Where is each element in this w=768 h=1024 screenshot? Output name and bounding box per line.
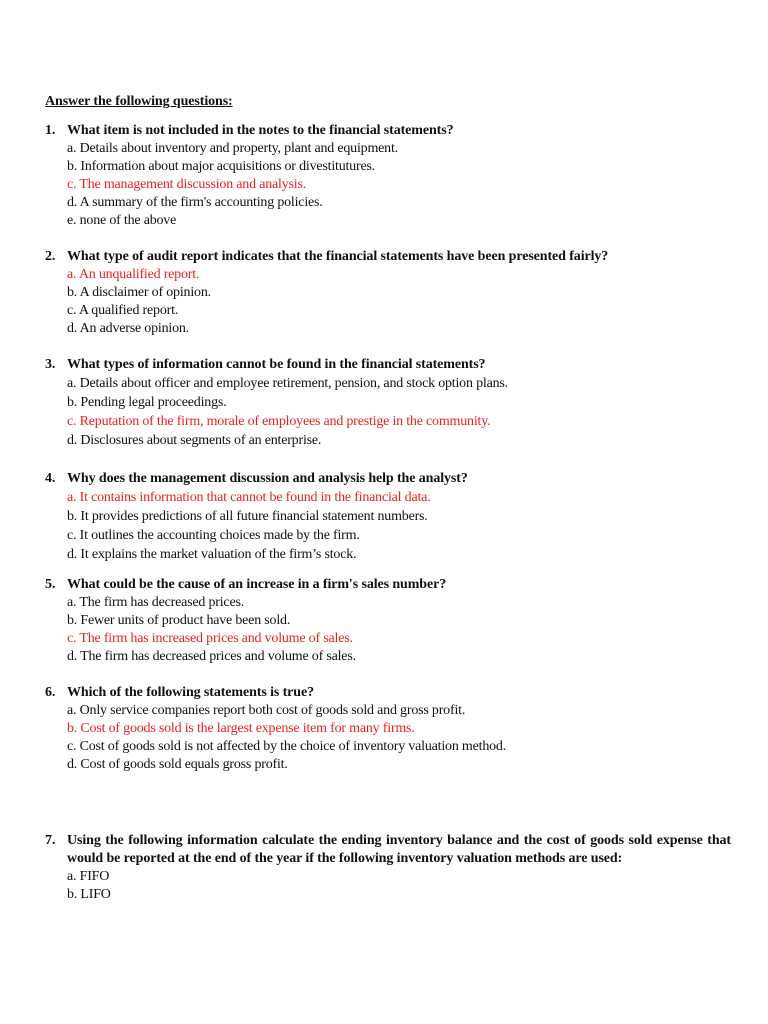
question-text: Which of the following statements is true? (67, 685, 315, 700)
question-5 (45, 576, 731, 666)
answer-option: d. The firm has decreased prices and volume of sales. (67, 649, 356, 664)
answer-options (67, 702, 731, 774)
question-prompt (45, 248, 731, 266)
question-number: 6. (45, 685, 56, 700)
question-prompt (45, 684, 731, 702)
question-text: Why does the management discussion and analysis help the analyst? (67, 471, 468, 486)
correct-answer-option: c. Reputation of the firm, morale of employees and prestige in the community. (67, 414, 491, 429)
answer-option: b. Fewer units of product have been sold. (67, 613, 291, 628)
answer-option: d. A summary of the firm's accounting policies. (67, 195, 323, 210)
answer-option: d. Cost of goods sold equals gross profit. (67, 757, 288, 772)
question-prompt (45, 470, 731, 488)
answer-options (67, 868, 731, 904)
question-6 (45, 684, 731, 774)
answer-option: c. It outlines the accounting choices made by the firm. (67, 528, 360, 543)
answer-option: b. LIFO (67, 887, 111, 902)
answer-option: b. Pending legal proceedings. (67, 395, 227, 410)
answer-option: b. Information about major acquisitions or divestitutures. (67, 159, 376, 174)
question-prompt (45, 576, 731, 594)
answer-option: a. Details about officer and employee retirement, pension, and stock option plans. (67, 376, 508, 391)
question-2 (45, 248, 731, 338)
answer-option: c. Cost of goods sold is not affected by the choice of inventory valuation method. (67, 739, 507, 754)
answer-option: c. A qualified report. (67, 303, 179, 318)
answer-option: a. FIFO (67, 869, 110, 884)
correct-answer-option: c. The management discussion and analysis. (67, 177, 307, 192)
correct-answer-option: a. An unqualified report. (67, 267, 200, 282)
answer-option: a. The firm has decreased prices. (67, 595, 244, 610)
answer-option: b. A disclaimer of opinion. (67, 285, 211, 300)
correct-answer-option: a. It contains information that cannot be found in the financial data. (67, 490, 431, 505)
question-text: Using the following information calculate the ending inventory balance and the cost of goods sold expense that would be reported at the end of the year if the following inventory valuation methods are used: (67, 833, 731, 866)
answer-option: a. Details about inventory and property, plant and equipment. (67, 141, 398, 156)
answer-options (67, 140, 731, 230)
answer-option: b. It provides predictions of all future financial statement numbers. (67, 509, 428, 524)
question-prompt (45, 122, 731, 140)
question-4 (45, 470, 731, 564)
answer-option: a. Only service companies report both cost of goods sold and gross profit. (67, 703, 466, 718)
question-text: What type of audit report indicates that the financial statements have been presented fairly? (67, 249, 609, 264)
page-heading: Answer the following questions: (45, 94, 233, 109)
question-number: 3. (45, 357, 56, 372)
question-number: 4. (45, 471, 56, 486)
correct-answer-option: c. The firm has increased prices and volume of sales. (67, 631, 353, 646)
answer-option: e. none of the above (67, 213, 177, 228)
correct-answer-option: b. Cost of goods sold is the largest expense item for many firms. (67, 721, 415, 736)
question-text: What item is not included in the notes to the financial statements? (67, 123, 454, 138)
question-prompt (45, 356, 731, 374)
answer-options (67, 266, 731, 338)
question-3 (45, 356, 731, 450)
question-text: What types of information cannot be found in the financial statements? (67, 357, 486, 372)
question-number: 5. (45, 577, 56, 592)
question-prompt (45, 832, 731, 868)
answer-options (67, 488, 731, 564)
question-text: What could be the cause of an increase in a firm's sales number? (67, 577, 447, 592)
answer-option: d. An adverse opinion. (67, 321, 189, 336)
question-number: 2. (45, 249, 56, 264)
answer-options (67, 374, 731, 450)
answer-options (67, 594, 731, 666)
question-number: 7. (45, 833, 56, 848)
answer-option: d. Disclosures about segments of an enterprise. (67, 433, 322, 448)
question-7 (45, 832, 731, 904)
question-number: 1. (45, 123, 56, 138)
answer-option: d. It explains the market valuation of the firm’s stock. (67, 547, 357, 562)
question-1 (45, 122, 731, 230)
